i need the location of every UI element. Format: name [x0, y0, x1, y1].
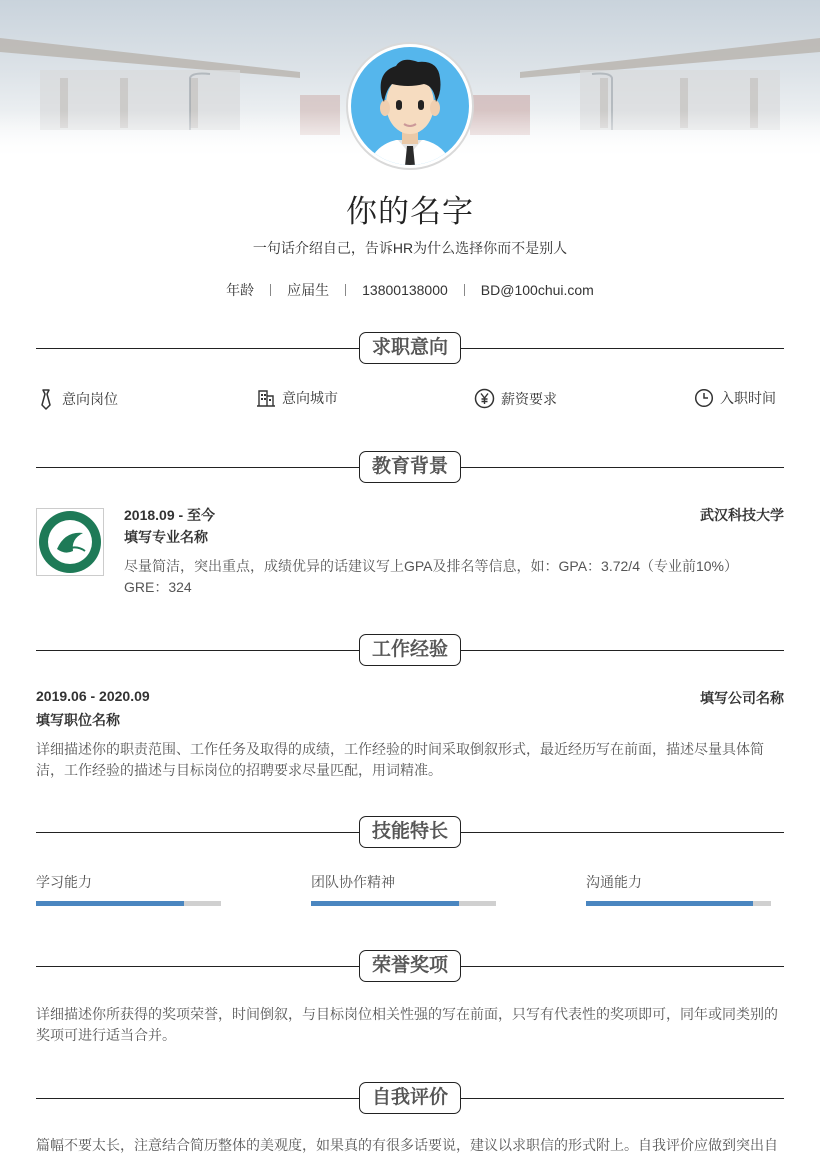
work-company: 填写公司名称 [700, 690, 784, 706]
section-title: 自我评价 [359, 1082, 461, 1114]
contact-age: 年龄 [226, 282, 255, 298]
education-school: 武汉科技大学 [700, 507, 784, 523]
skill-bar-fill [311, 901, 459, 906]
section-education [36, 451, 784, 485]
building-icon [256, 388, 276, 408]
section-skills [36, 816, 784, 850]
skill-label: 学习能力 [36, 874, 92, 890]
education-major: 填写专业名称 [124, 529, 208, 545]
divider [345, 284, 346, 296]
intent-position [36, 388, 118, 410]
clock-icon [694, 388, 714, 408]
skill-item [586, 872, 771, 892]
contact-status: 应届生 [287, 282, 330, 298]
intent-label: 入职时间 [720, 390, 776, 406]
honors-description: 详细描述你所获得的奖项荣誉，时间倒叙，与目标岗位相关性强的写在前面，只写有代表性的奖项即可，同年或同类别的奖项可进行适当合并。 [36, 1006, 778, 1043]
yen-icon [474, 388, 495, 409]
section-honors [36, 950, 784, 984]
work-description: 详细描述你的职责范围、工作任务及取得的成绩，工作经验的时间采取倒叙形式，最近经历写在前面，描述尽量具体简洁，工作经验的描述与目标岗位的招聘要求尽量匹配，用词精准。 [36, 741, 764, 778]
skill-bar-fill [36, 901, 184, 906]
section-self-evaluation [36, 1082, 784, 1116]
tagline: 一句话介绍自己，告诉HR为什么选择你而不是别人 [252, 240, 568, 256]
section-title: 教育背景 [359, 451, 461, 483]
intent-label: 意向岗位 [62, 391, 118, 407]
contact-phone: 13800138000 [362, 282, 448, 298]
candidate-name: 你的名字 [346, 194, 474, 229]
skill-bar [311, 901, 496, 906]
school-logo [36, 508, 104, 576]
skill-bar-fill [586, 901, 753, 906]
skill-item [36, 872, 221, 892]
contact-email: BD@100chui.com [480, 282, 594, 298]
section-work [36, 634, 784, 668]
skill-label: 沟通能力 [586, 874, 642, 890]
contact-row [0, 280, 820, 300]
intent-label: 薪资要求 [501, 390, 557, 407]
skill-label: 团队协作精神 [311, 874, 395, 890]
education-description: 尽量简洁，突出重点，成绩优异的话建议写上GPA及排名等信息，如：GPA：3.72/4（专业前10%） GRE：324 [124, 558, 738, 595]
skill-item [311, 872, 496, 892]
intent-city [256, 388, 338, 408]
education-period: 2018.09 - 至今 [124, 507, 216, 523]
skill-bar [36, 901, 221, 906]
section-title: 求职意向 [359, 332, 461, 364]
section-intent [36, 332, 784, 366]
self-evaluation-description: 篇幅不要太长，注意结合简历整体的美观度，如果真的有很多话要说，建议以求职信的形式附上。自我评价应做到突出自 [36, 1137, 778, 1153]
divider [270, 284, 271, 296]
intent-salary [474, 388, 557, 409]
section-title: 技能特长 [359, 816, 461, 848]
divider [464, 284, 465, 296]
work-period: 2019.06 - 2020.09 [36, 688, 150, 704]
avatar [346, 42, 474, 170]
work-position: 填写职位名称 [36, 712, 120, 728]
section-title: 工作经验 [359, 634, 461, 666]
section-title: 荣誉奖项 [359, 950, 461, 982]
tie-icon [36, 388, 56, 410]
intent-label: 意向城市 [282, 390, 338, 406]
intent-start-date [694, 388, 776, 408]
skill-bar [586, 901, 771, 906]
